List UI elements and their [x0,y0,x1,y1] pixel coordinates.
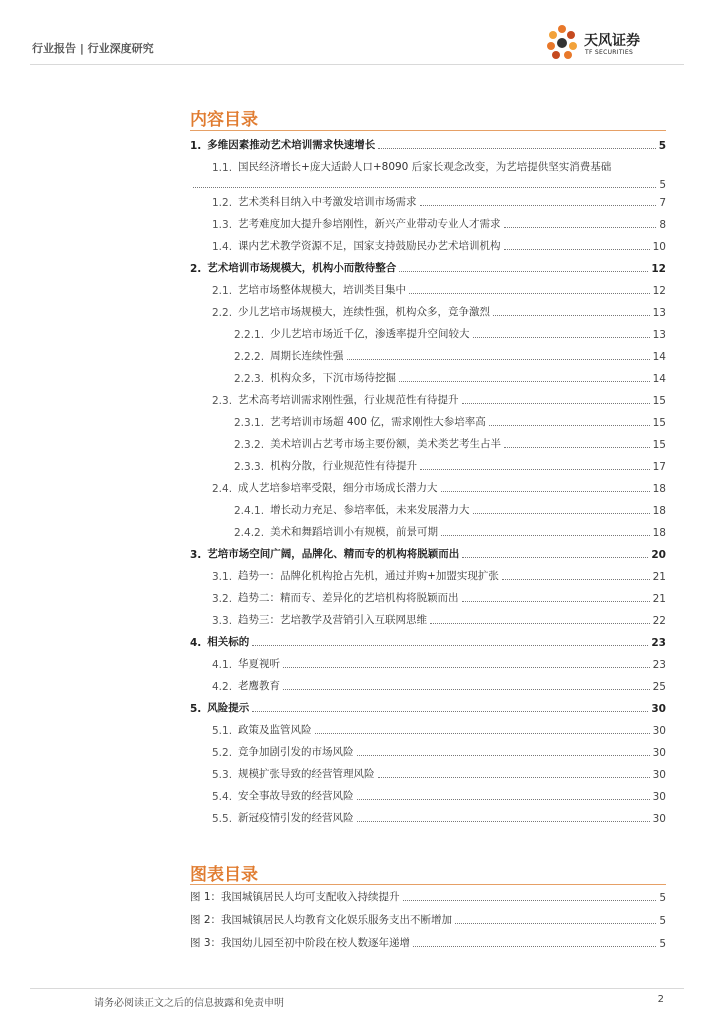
toc-entry[interactable] [234,501,666,517]
toc-entry[interactable] [212,743,666,759]
toc-entry-text: 机构分散，行业规范性有待提升 [270,460,418,472]
toc-entry-page: 21 [652,571,666,583]
toc-entry-number: 2.3.3. [234,461,265,473]
toc-entry-number: 2.3. [212,395,233,407]
toc-entry-text: 增长动力充足、参培率低，未来发展潜力大 [270,504,470,516]
dot-leader [399,381,650,382]
toc-entry-number: 2.4.2. [234,527,265,539]
toc-entry-page: 30 [652,769,666,781]
flower-logo-icon [544,22,580,64]
toc-entry-number: 4. [190,637,202,649]
dot-leader [252,711,648,712]
dot-leader [420,469,650,470]
toc-entry-page: 14 [652,351,666,363]
toc-entry-page: 10 [652,241,666,253]
toc-entry[interactable] [190,699,666,715]
dot-leader [489,425,650,426]
figure-entry-text: 图 1：我国城镇居民人均可支配收入持续提升 [190,891,400,903]
toc-entry[interactable] [212,589,666,605]
toc-entry[interactable] [234,523,666,539]
dot-leader [473,513,650,514]
toc-entry[interactable] [190,545,666,561]
dot-leader [357,755,650,756]
toc-entry-text: 课内艺术教学资源不足，国家支持鼓励民办艺术培训机构 [238,240,501,252]
toc-entry-text: 竞争加剧引发的市场风险 [238,746,354,758]
toc-entry-number: 1. [190,140,202,152]
toc-entry[interactable] [212,611,666,627]
report-category-header: 行业报告 | 行业深度研究 [32,42,154,55]
toc-entry-text: 趋势一：品牌化机构抢占先机，通过并购+加盟实现扩张 [238,570,499,582]
toc-entry-text: 美术培训占艺考市场主要份额，美术类艺考生占半 [270,438,502,450]
toc-entry-page: 18 [652,505,666,517]
brand-subtitle: TF SECURITIES [585,49,634,56]
toc-entry-number: 2. [190,263,202,275]
toc-entry-page: 21 [652,593,666,605]
toc-entry-page: 18 [652,527,666,539]
toc-entry-number: 2.2. [212,307,233,319]
figure-entry[interactable] [190,888,666,904]
toc-entry-text: 成人艺培参培率受限，细分市场成长潜力大 [238,482,438,494]
toc-entry-number: 2.2.3. [234,373,265,385]
toc-entry-text: 安全事故导致的经营风险 [238,790,354,802]
figure-entry-text: 图 3：我国幼儿园至初中阶段在校人数逐年递增 [190,937,411,949]
toc-entry[interactable] [212,765,666,781]
dot-leader [420,205,657,206]
toc-entry-page: 23 [651,637,666,649]
toc-entry-page: 13 [652,329,666,341]
dot-leader [357,821,650,822]
toc-entry-number: 2.1. [212,285,233,297]
dot-leader [399,271,648,272]
dot-leader [252,645,648,646]
toc-entry-number: 1.2. [212,197,233,209]
dot-leader [502,579,650,580]
toc-entry-number: 3.2. [212,593,233,605]
toc-entry-text: 艺培市场整体规模大，培训类目集中 [238,284,407,296]
toc-entry-text: 艺术培训市场规模大，机构小而散待整合 [207,262,397,274]
toc-entry-text: 艺考培训市场超 400 亿，需求刚性大参培率高 [270,416,486,428]
toc-entry-page: 8 [659,219,666,231]
dot-leader [378,148,655,149]
toc-entry[interactable] [234,457,666,473]
toc-entry-text: 多维因素推动艺术培训需求快速增长 [207,139,376,151]
toc-entry-text: 趋势三：艺培教学及营销引入互联网思维 [238,614,428,626]
dot-leader [315,733,650,734]
footer-disclaimer: 请务必阅读正文之后的信息披露和免责申明 [94,998,284,1009]
toc-entry[interactable] [212,655,666,671]
toc-entry[interactable] [212,391,666,407]
toc-entry-page: 12 [651,263,666,275]
figure-entry-page: 5 [659,915,666,927]
toc-entry[interactable] [234,435,666,451]
toc-entry-page: 18 [652,483,666,495]
toc-entry[interactable] [212,809,666,825]
header-divider [30,64,684,65]
toc-entry-text: 风险提示 [207,702,250,714]
toc-entry-page: 20 [651,549,666,561]
toc-entry-text: 周期长连续性强 [270,350,344,362]
toc-entry-page: 5 [659,179,666,191]
dot-leader [378,777,650,778]
toc-entry-number: 3. [190,549,202,561]
toc-entry-continuation[interactable] [190,175,666,191]
toc-entry-number: 2.3.2. [234,439,265,451]
toc-entry-page: 15 [652,417,666,429]
figure-entry-page: 5 [659,892,666,904]
toc-entry-text: 国民经济增长+庞大适龄人口+8090 后家长观念改变，为艺培提供坚实消费基础 [238,161,612,173]
dot-leader [455,923,656,924]
toc-entry-text: 政策及监管风险 [238,724,312,736]
dot-leader [462,557,648,558]
toc-title: 内容目录 [190,110,258,130]
toc-entry-page: 15 [652,439,666,451]
toc-entry-number: 2.4.1. [234,505,265,517]
toc-entry-page: 30 [651,703,666,715]
toc-entry-text: 少儿艺培市场规模大，连续性强，机构众多，竞争激烈 [238,306,491,318]
dot-leader [283,667,650,668]
toc-entry-page: 15 [652,395,666,407]
toc-entry-text: 美术和舞蹈培训小有规模，前景可期 [270,526,439,538]
toc-entry-number: 4.1. [212,659,233,671]
toc-entry-number: 2.2.2. [234,351,265,363]
toc-entry[interactable] [212,677,666,693]
toc-entry[interactable] [234,413,666,429]
toc-entry-text: 新冠疫情引发的经营风险 [238,812,354,824]
figures-title-rule [190,884,666,885]
toc-entry-page: 7 [659,197,666,209]
dot-leader [441,491,650,492]
toc-entry-page: 17 [652,461,666,473]
toc-entry-number: 3.3. [212,615,233,627]
figure-entry-page: 5 [659,938,666,950]
dot-leader [193,187,656,188]
toc-entry-text: 相关标的 [207,636,250,648]
toc-entry-number: 5.4. [212,791,233,803]
dot-leader [357,799,650,800]
toc-entry[interactable] [212,721,666,737]
footer-divider [30,988,684,989]
dot-leader [441,535,650,536]
dot-leader [504,447,650,448]
toc-entry[interactable] [234,369,666,385]
toc-entry-page: 30 [652,791,666,803]
brand-name: 天风证券 [584,33,640,49]
figure-entry-text: 图 2：我国城镇居民人均教育文化娱乐服务支出不断增加 [190,914,453,926]
toc-entry-number: 1.1. [212,162,233,174]
toc-entry[interactable] [212,215,666,231]
toc-entry[interactable] [212,281,666,297]
toc-entry-text: 艺术高考培训需求刚性强，行业规范性有待提升 [238,394,459,406]
toc-entry-number: 1.4. [212,241,233,253]
toc-title-rule [190,130,666,131]
toc-entry[interactable] [212,193,666,209]
toc-entry-page: 13 [652,307,666,319]
toc-entry[interactable] [212,237,666,253]
dot-leader [504,227,657,228]
toc-entry-page: 14 [652,373,666,385]
toc-entry[interactable] [212,479,666,495]
toc-entry-number: 3.1. [212,571,233,583]
toc-entry-page: 30 [652,813,666,825]
toc-entry-text: 艺术类科目纳入中考激发培训市场需求 [238,196,417,208]
toc-entry[interactable] [212,567,666,583]
toc-entry[interactable] [212,158,666,174]
toc-entry-number: 1.3. [212,219,233,231]
dot-leader [347,359,650,360]
toc-entry-number: 5. [190,703,202,715]
toc-entry[interactable] [190,136,666,152]
toc-entry-text: 艺考难度加大提升参培刚性，新兴产业带动专业人才需求 [238,218,501,230]
toc-entry-page: 25 [652,681,666,693]
toc-entry[interactable] [234,325,666,341]
company-logo [544,22,684,64]
toc-entry-number: 5.1. [212,725,233,737]
dot-leader [403,900,657,901]
toc-entry-page: 5 [658,140,666,152]
toc-entry-text: 少儿艺培市场近千亿，渗透率提升空间较大 [270,328,470,340]
toc-entry-text: 艺培市场空间广阔，品牌化、精而专的机构将脱颖而出 [207,548,460,560]
figure-entry[interactable] [190,934,666,950]
toc-entry-page: 23 [652,659,666,671]
toc-entry-text: 机构众多，下沉市场待挖掘 [270,372,397,384]
dot-leader [504,249,650,250]
toc-entry-page: 22 [652,615,666,627]
toc-entry-text: 华夏视听 [238,658,281,670]
dot-leader [493,315,650,316]
dot-leader [473,337,650,338]
toc-entry-number: 4.2. [212,681,233,693]
page-number: 2 [657,994,664,1005]
toc-entry-number: 2.2.1. [234,329,265,341]
toc-entry-text: 趋势二：精而专、差异化的艺培机构将脱颖而出 [238,592,459,604]
toc-entry-page: 30 [652,747,666,759]
toc-entry-text: 老鹰教育 [238,680,281,692]
dot-leader [283,689,650,690]
dot-leader [413,946,656,947]
dot-leader [462,601,650,602]
toc-entry[interactable] [190,259,666,275]
toc-entry-text: 规模扩张导致的经营管理风险 [238,768,375,780]
dot-leader [409,293,650,294]
figure-entry[interactable] [190,911,666,927]
figures-title: 图表目录 [190,865,258,885]
toc-entry-number: 5.3. [212,769,233,781]
toc-entry-number: 2.3.1. [234,417,265,429]
toc-entry-page: 12 [652,285,666,297]
dot-leader [430,623,650,624]
toc-entry-page: 30 [652,725,666,737]
toc-entry[interactable] [212,303,666,319]
toc-entry[interactable] [190,633,666,649]
dot-leader [462,403,650,404]
toc-entry-number: 5.2. [212,747,233,759]
toc-entry-number: 2.4. [212,483,233,495]
toc-entry[interactable] [234,347,666,363]
toc-entry[interactable] [212,787,666,803]
toc-entry-number: 5.5. [212,813,233,825]
